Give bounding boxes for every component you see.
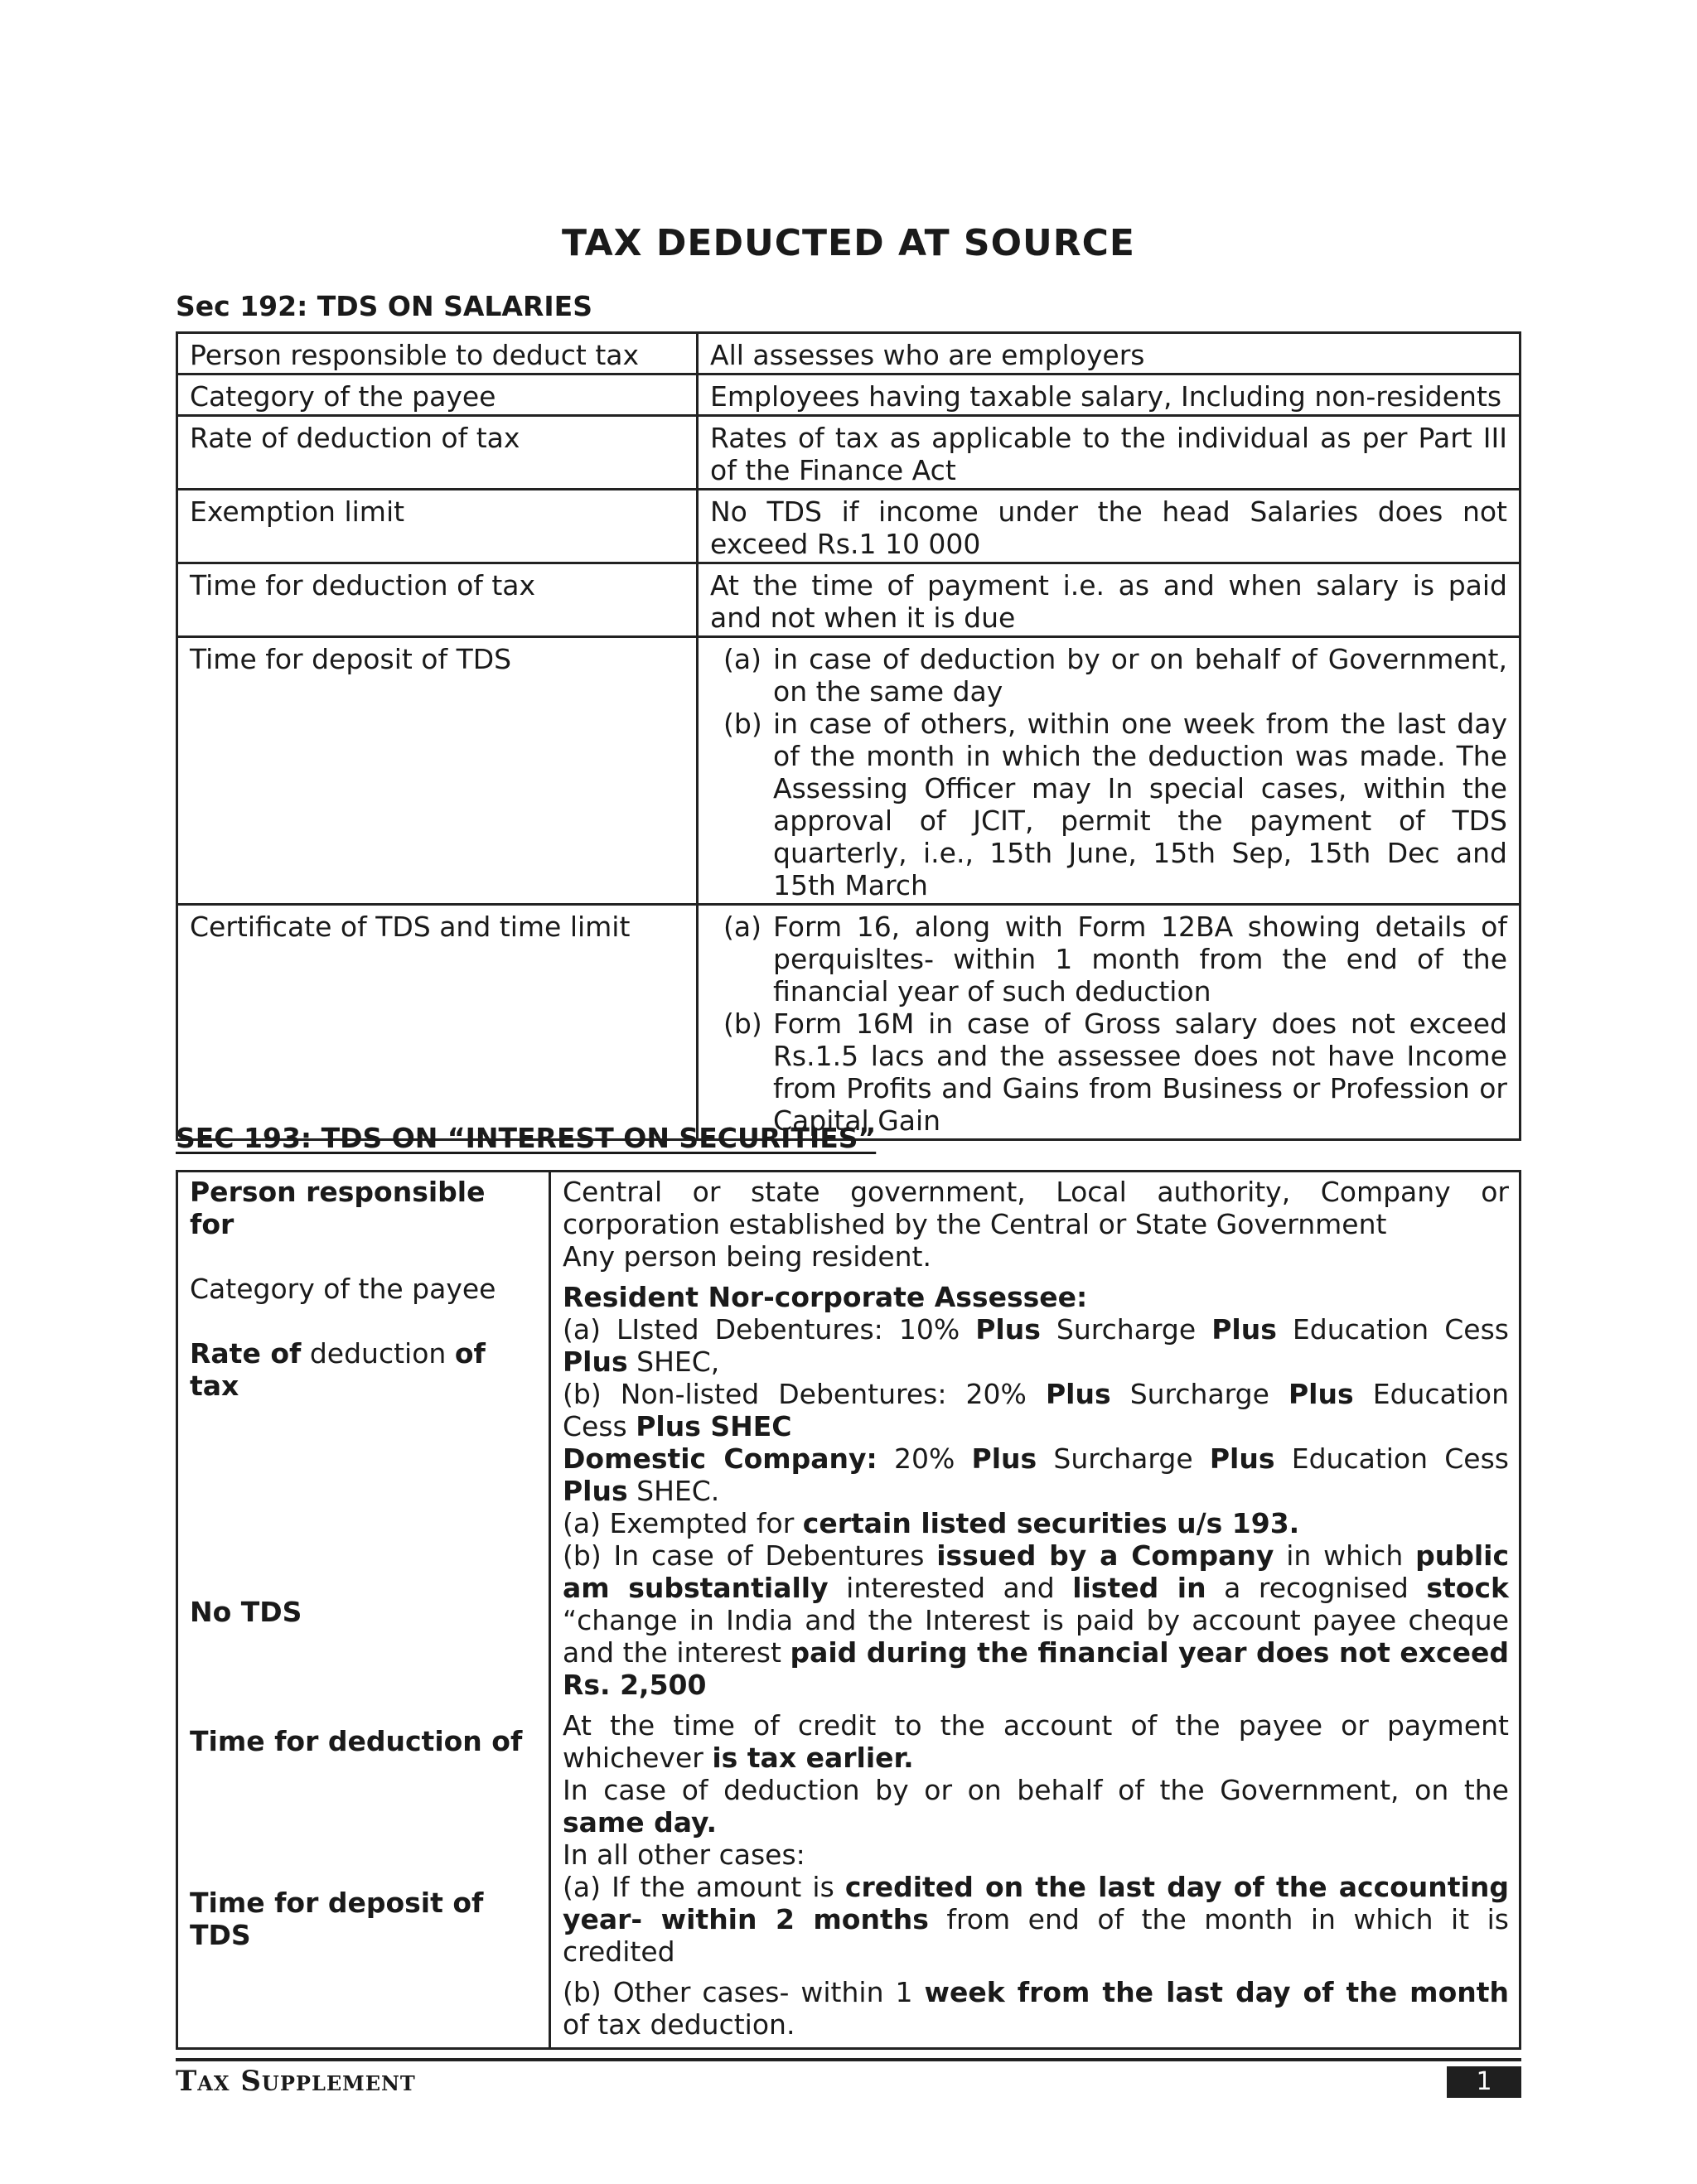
sec192-table	[176, 331, 1521, 1141]
page-number: 1	[1447, 2066, 1521, 2098]
row-label: Person responsible to deduct tax	[177, 333, 698, 374]
page-title: TAX DEDUCTED AT SOURCE	[562, 222, 1135, 264]
person-value: Central or state government, Local authority, Company or corporation established by the Central or State Government	[563, 1176, 1509, 1240]
item-text: in case of deduction by or on behalf of Government, on the same day	[773, 643, 1507, 708]
footer-rule	[176, 2058, 1521, 2061]
item-text: in case of others, within one week from the last day of the month in which the deduction was made. The Assessing Officer may In special cases, within the approval of JCIT, permit the payment of TDS quarterly, i.e., 15th June, 15th Sep, 15th Dec and 15th March	[773, 708, 1507, 901]
row-value: Employees having taxable salary, Including non-residents	[698, 374, 1521, 416]
footer-publication: Tax Supplement	[176, 2065, 416, 2098]
item-marker: (b)	[723, 708, 762, 740]
row-value: At the time of payment i.e. as and when salary is paid and not when it is due	[698, 563, 1521, 637]
item-marker: (b)	[723, 1007, 762, 1040]
table-row	[177, 374, 1521, 416]
item-text: Form 16M in case of Gross salary does not exceed Rs.1.5 lacs and the assessee does not have Income from Profits and Gains from Business or Profession or Capital Gain	[773, 1007, 1507, 1137]
table-row	[177, 1172, 1521, 2049]
deposit-a: (a) If the amount is credited on the last day of the accounting year- within 2 months from end of the month in which it is credited	[563, 1871, 1510, 1968]
row-label: Category of the payee	[177, 374, 698, 416]
rate-non-listed: (b) Non-listed Debentures: 20% Plus Surcharge Plus Education Cess Plus SHEC	[563, 1378, 1510, 1442]
rate-heading: Resident Nor-corporate Assessee:	[563, 1281, 1088, 1313]
section-193-heading: SEC 193: TDS ON “INTEREST ON SECURITIES”	[176, 1122, 877, 1154]
table-row	[177, 416, 1521, 490]
label-time-deduction: Time for deduction of	[190, 1725, 523, 1757]
label-rate: Rate of deduction of tax	[190, 1337, 486, 1402]
row-value: No TDS if income under the head Salaries does not exceed Rs.1 10 000	[698, 490, 1521, 563]
time-deduction-value: At the time of credit to the account of the payee or payment whichever is tax earlier.	[563, 1709, 1509, 1774]
label-person: Person responsible for	[190, 1176, 486, 1240]
row-value: All assesses who are employers	[698, 333, 1521, 374]
table-row	[177, 905, 1521, 1140]
row-label: Time for deduction of tax	[177, 563, 698, 637]
deposit-other-heading: In all other cases:	[563, 1839, 805, 1871]
item-marker: (a)	[723, 911, 761, 943]
item-marker: (a)	[723, 643, 761, 675]
rate-listed: (a) LIsted Debentures: 10% Plus Surcharge Plus Education Cess Plus SHEC,	[563, 1313, 1509, 1378]
section-192-heading: Sec 192: TDS ON SALARIES	[176, 290, 592, 322]
table-row	[177, 490, 1521, 563]
row-label: Certificate of TDS and time limit	[177, 905, 698, 1140]
list-item	[710, 708, 1507, 901]
row-value	[698, 905, 1521, 1140]
item-text: Form 16, along with Form 12BA showing details of perquisltes- within 1 month from the end of the financial year of such deduction	[773, 911, 1507, 1007]
row-label: Time for deposit of TDS	[177, 637, 698, 905]
label-no-tds: No TDS	[190, 1596, 302, 1628]
deposit-government: In case of deduction by or on behalf of the Government, on the same day.	[563, 1774, 1509, 1839]
row-value	[698, 637, 1521, 905]
table-row	[177, 637, 1521, 905]
table-row	[177, 333, 1521, 374]
list-item	[710, 643, 1507, 708]
deposit-b: (b) Other cases- within 1 week from the last day of the month of tax deduction.	[563, 1976, 1509, 2041]
rate-domestic-company: Domestic Company: 20% Plus Surcharge Plus Education Cess Plus SHEC.	[563, 1442, 1509, 1507]
list-item	[710, 1007, 1507, 1137]
value-column	[550, 1172, 1521, 2049]
label-category: Category of the payee	[190, 1273, 496, 1305]
row-value: Rates of tax as applicable to the individual as per Part III of the Finance Act	[698, 416, 1521, 490]
row-label: Exemption limit	[177, 490, 698, 563]
label-column	[177, 1172, 550, 2049]
row-label: Rate of deduction of tax	[177, 416, 698, 490]
sec193-table	[176, 1170, 1521, 2050]
table-row	[177, 563, 1521, 637]
category-value: Any person being resident.	[563, 1240, 931, 1273]
no-tds-a: (a) Exempted for certain listed securities u/s 193.	[563, 1507, 1300, 1539]
label-time-deposit: Time for deposit of TDS	[190, 1887, 484, 1951]
list-item	[710, 911, 1507, 1007]
no-tds-b: (b) In case of Debentures issued by a Company in which public am substantially interested and listed in a recognised stock “change in India and the Interest is paid by account payee cheque and the interest paid during the financial year does not exceed Rs. 2,500	[563, 1539, 1510, 1701]
